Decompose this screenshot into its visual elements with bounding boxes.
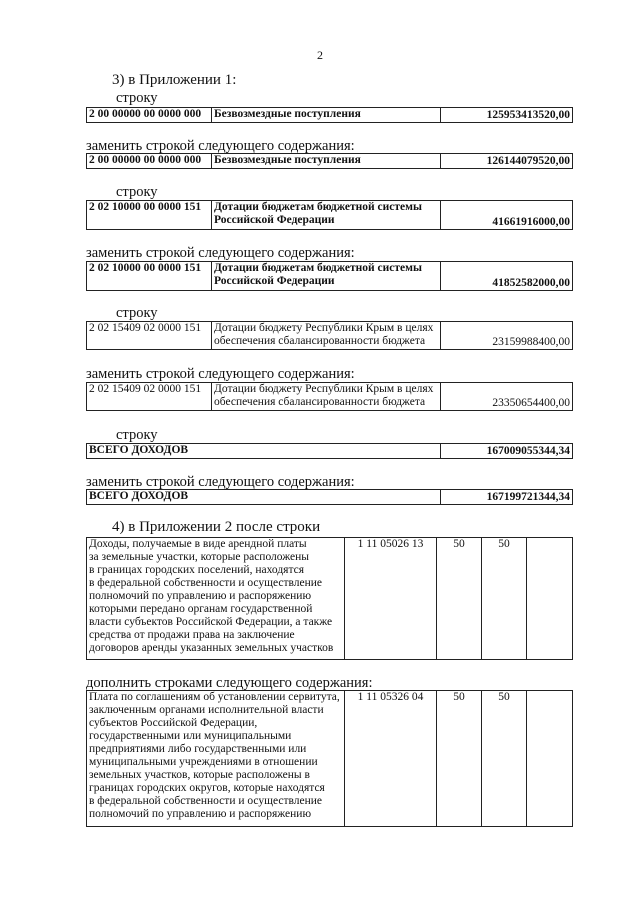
table-row4-new — [86, 489, 573, 505]
table-row1 — [86, 107, 573, 123]
row1-code: 2 00 00000 00 0000 000 — [87, 108, 212, 123]
replace-label-1: заменить строкой следующего содержания: — [86, 138, 355, 154]
row2-name-line2: Российской Федерации — [214, 214, 335, 226]
row4new-amount: 167199721344,34 — [441, 490, 573, 505]
table-row-after — [86, 537, 573, 660]
page-number: 2 — [317, 48, 323, 62]
row-after-p2: 50 — [482, 538, 527, 660]
table-row1-new — [86, 153, 573, 169]
row-add-code: 1 11 05326 04 — [345, 691, 437, 827]
row-after-name — [87, 538, 345, 660]
row3new-amount: 23350654400,00 — [441, 383, 573, 411]
row-after-line: Доходы, получаемые в виде арендной платы — [89, 538, 307, 550]
row-after-line: в федеральной собственности и осуществление — [89, 577, 323, 589]
row3-name-line2: обеспечения сбалансированности бюджета — [214, 335, 426, 347]
row-add-line: земельных участков, которые расположены в — [89, 769, 310, 781]
stroku-label-2: строку — [116, 184, 158, 200]
row3-name — [212, 322, 441, 350]
row-after-line: средства от продажи права на заключение — [89, 629, 295, 641]
table-row3 — [86, 321, 573, 350]
table-row2 — [86, 200, 573, 230]
row-after-line: в границах городских поселений, находятся — [89, 564, 305, 576]
row2-amount: 41661916000,00 — [441, 201, 573, 230]
stroku-label-4: строку — [116, 427, 158, 443]
row1new-amount: 126144079520,00 — [441, 154, 573, 169]
row-after-line: власти субъектов Российской Федерации, а также — [89, 616, 333, 628]
row2-name — [212, 201, 441, 230]
row-add-p2: 50 — [482, 691, 527, 827]
stroku-label-3: строку — [116, 305, 158, 321]
row-after-p1: 50 — [437, 538, 482, 660]
row-add-name — [87, 691, 345, 827]
replace-label-3: заменить строкой следующего содержания: — [86, 366, 355, 382]
row3-code: 2 02 15409 02 0000 151 — [87, 322, 212, 350]
stroku-label-1: строку — [116, 90, 158, 106]
row1-name: Безвозмездные поступления — [212, 108, 441, 123]
row-add-line: субъектов Российской Федерации, — [89, 717, 258, 729]
add-label: дополнить строками следующего содержания: — [86, 675, 373, 691]
row-add-line: полномочий по управлению и распоряжению — [89, 808, 312, 820]
row-add-line: границах городских округов, которые находятся — [89, 782, 325, 794]
replace-label-4: заменить строкой следующего содержания: — [86, 474, 355, 490]
table-row4 — [86, 443, 573, 459]
row2new-name-line1: Дотации бюджетам бюджетной системы — [214, 262, 422, 274]
row3-name-line1: Дотации бюджету Республики Крым в целях — [214, 322, 434, 334]
table-row3-new — [86, 382, 573, 411]
row-after-empty — [527, 538, 573, 660]
row4new-name: ВСЕГО ДОХОДОВ — [87, 490, 441, 505]
row-add-line: в федеральной собственности и осуществление — [89, 795, 323, 807]
row-after-line: полномочий по управлению и распоряжению — [89, 590, 312, 602]
row2new-name — [212, 262, 441, 291]
row3new-name — [212, 383, 441, 411]
row-after-line: договоров аренды указанных земельных участков — [89, 642, 334, 654]
row-after-line: которыми передано органам государственной — [89, 603, 313, 615]
row-add-line: заключенным органами исполнительной власти — [89, 704, 324, 716]
row2-name-line1: Дотации бюджетам бюджетной системы — [214, 201, 422, 213]
row-add-line: предприятиями либо государственными или — [89, 743, 307, 755]
row2new-name-line2: Российской Федерации — [214, 275, 335, 287]
row3new-name-line1: Дотации бюджету Республики Крым в целях — [214, 383, 434, 395]
row2new-code: 2 02 10000 00 0000 151 — [87, 262, 212, 291]
section4-heading: 4) в Приложении 2 после строки — [112, 519, 321, 535]
row3new-code: 2 02 15409 02 0000 151 — [87, 383, 212, 411]
row-add-empty — [527, 691, 573, 827]
row-add-line: государственными или муниципальными — [89, 730, 292, 742]
replace-label-2: заменить строкой следующего содержания: — [86, 245, 355, 261]
row-add-p1: 50 — [437, 691, 482, 827]
row-after-code: 1 11 05026 13 — [345, 538, 437, 660]
row1new-code: 2 00 00000 00 0000 000 — [87, 154, 212, 169]
row4-amount: 167009055344,34 — [441, 444, 573, 459]
table-row2-new — [86, 261, 573, 291]
row-add-line: Плата по соглашениям об установлении сервитута, — [89, 691, 340, 703]
row2-code: 2 02 10000 00 0000 151 — [87, 201, 212, 230]
row1new-name: Безвозмездные поступления — [212, 154, 441, 169]
row4-name: ВСЕГО ДОХОДОВ — [87, 444, 441, 459]
row-after-line: за земельные участки, которые расположены — [89, 551, 310, 563]
row2new-amount: 41852582000,00 — [441, 262, 573, 291]
table-row-add — [86, 690, 573, 827]
row3new-name-line2: обеспечения сбалансированности бюджета — [214, 396, 426, 408]
row-add-line: муниципальными учреждениями в отношении — [89, 756, 318, 768]
section3-heading: 3) в Приложении 1: — [112, 72, 237, 88]
row3-amount: 23159988400,00 — [441, 322, 573, 350]
row1-amount: 125953413520,00 — [441, 108, 573, 123]
